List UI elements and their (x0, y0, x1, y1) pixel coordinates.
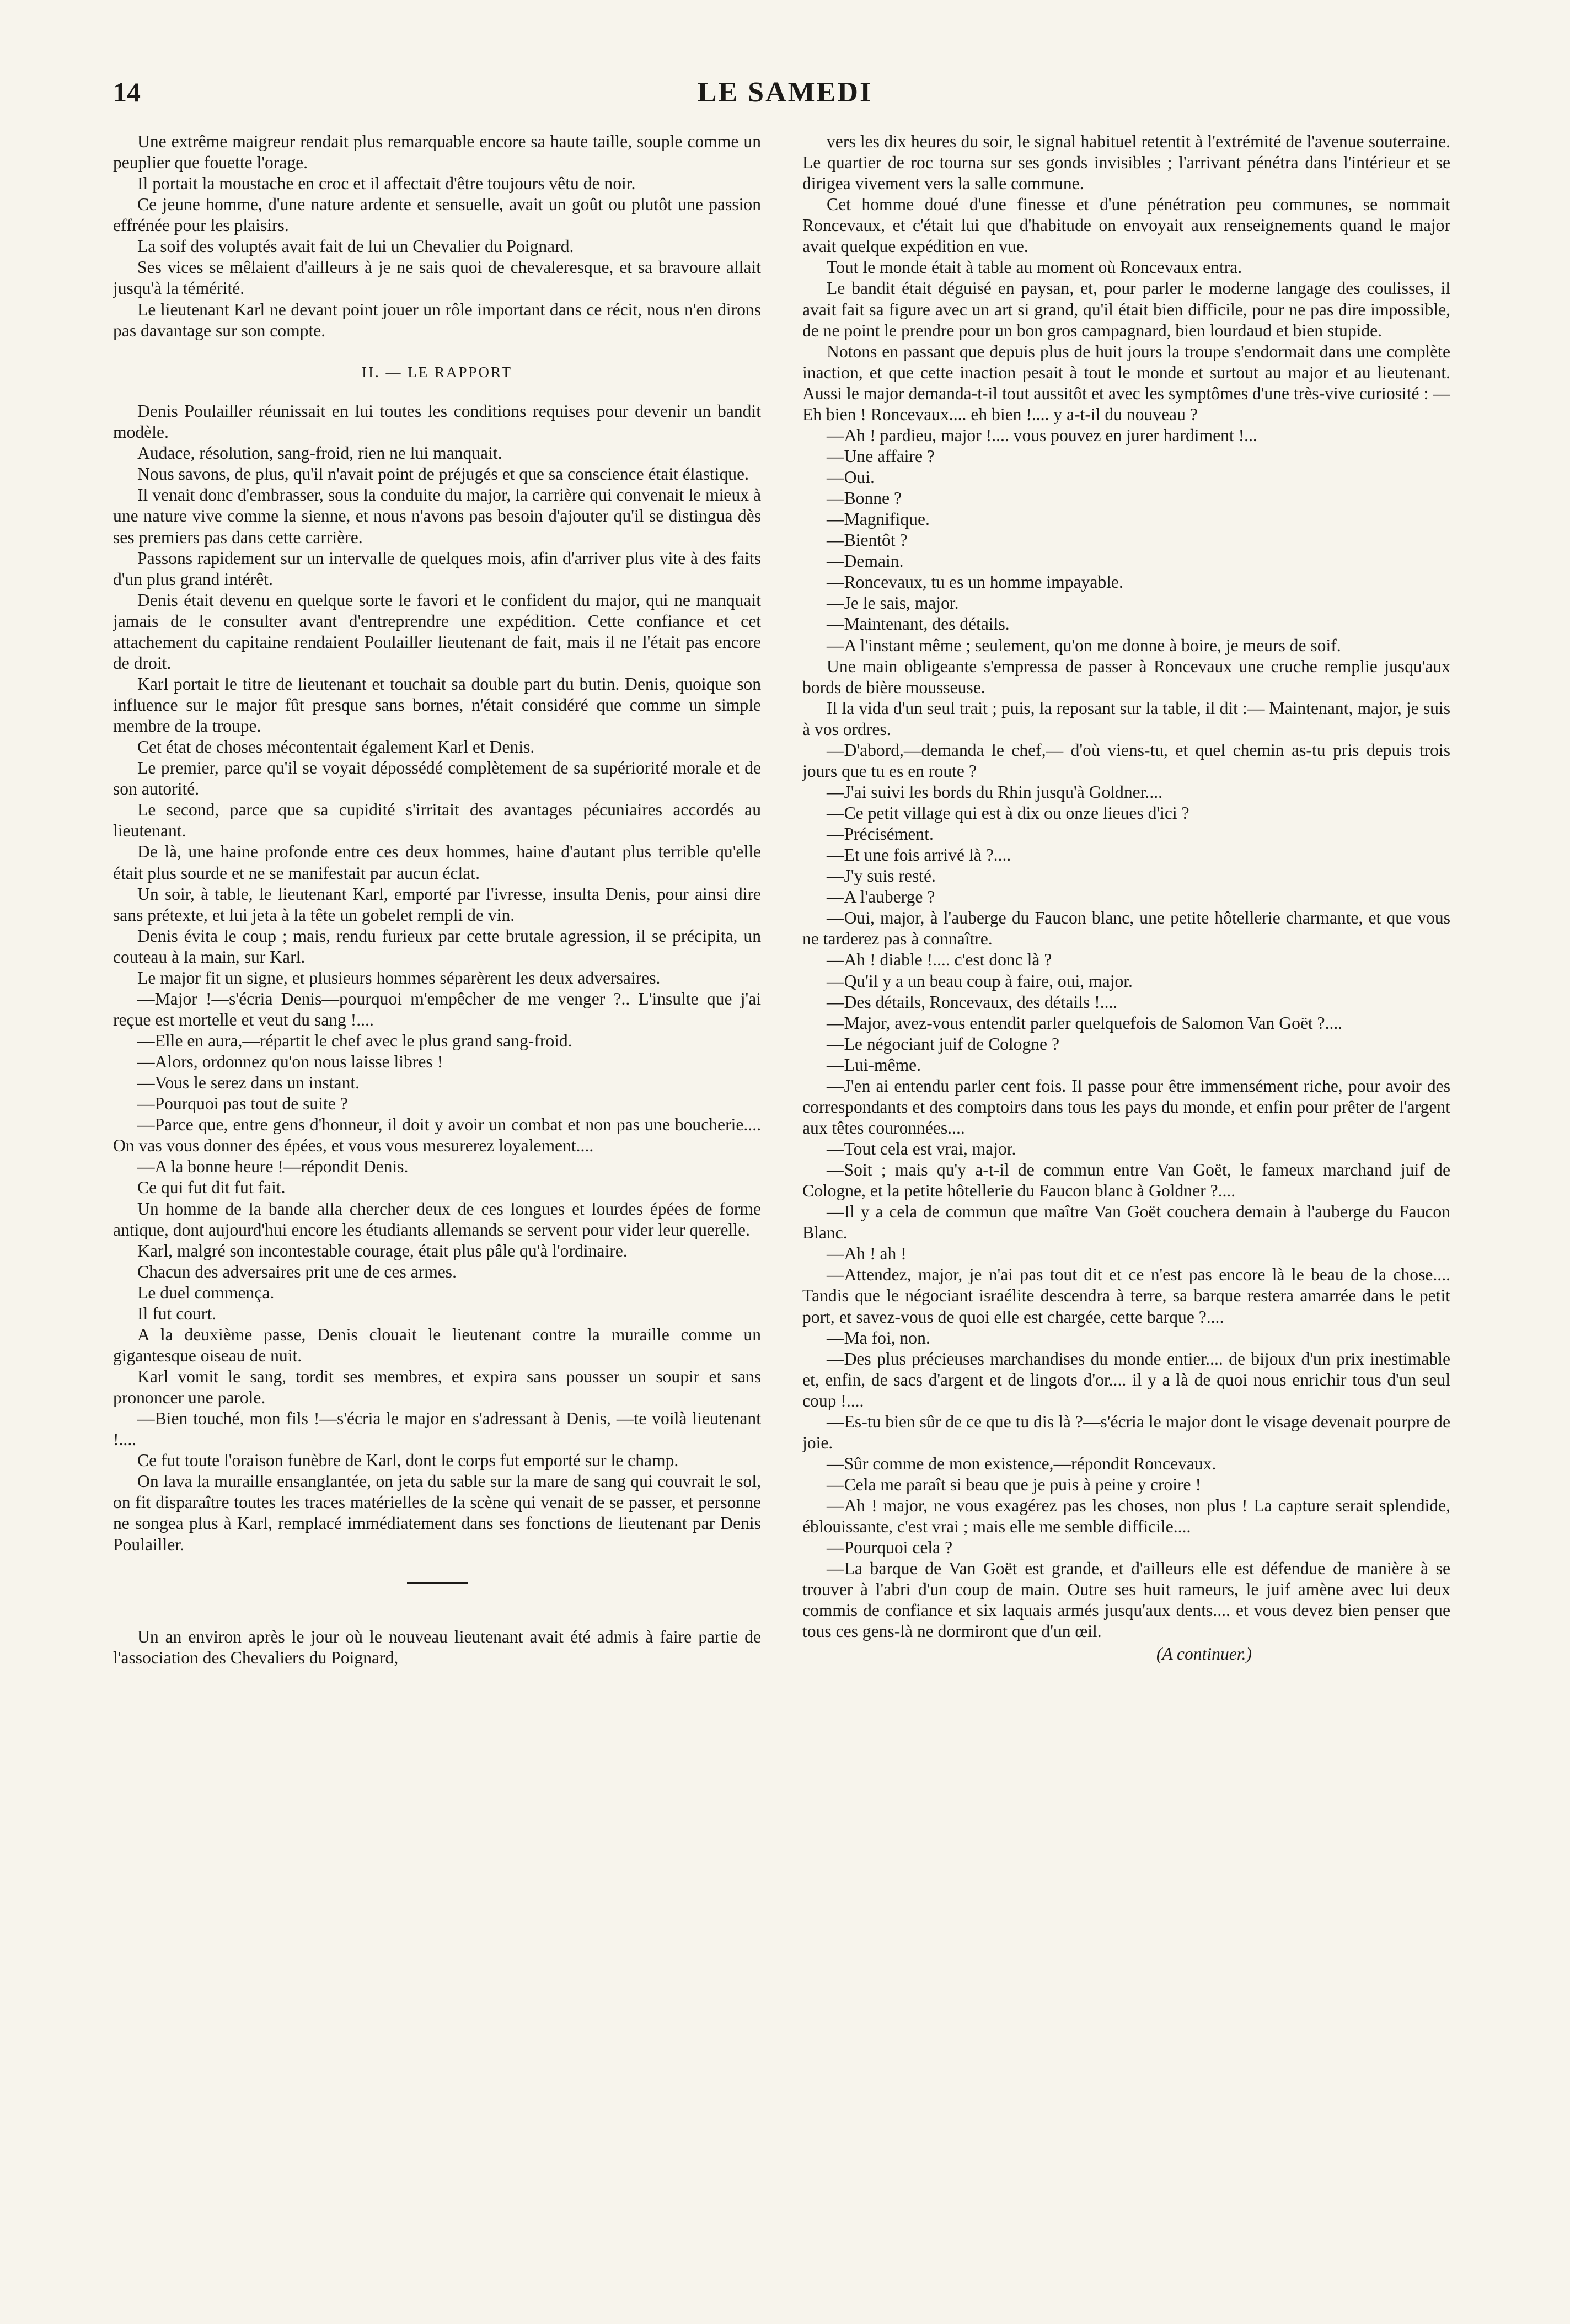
closing-paragraph: Un an environ après le jour où le nouveau lieutenant avait été admis à faire partie de l'association des Chevaliers du Poignard, (113, 1627, 761, 1667)
paragraph: —Et une fois arrivé là ?.... (827, 845, 1011, 865)
paragraph: Une main obligeante s'empressa de passer à Roncevaux une cruche remplie jusqu'aux bords de bière mousseuse. (802, 656, 1450, 697)
paragraph: Le lieutenant Karl ne devant point jouer un rôle important dans ce récit, nous n'en dirons pas davantage sur son compte. (113, 299, 761, 340)
page-header (113, 76, 1457, 128)
paragraph: Ses vices se mêlaient d'ailleurs à je ne sais quoi de chevaleresque, et sa bravoure allait jusqu'à la témérité. (113, 257, 761, 298)
paragraph: La soif des voluptés avait fait de lui un Chevalier du Poignard. (137, 237, 574, 256)
paragraph: —Le négociant juif de Cologne ? (827, 1034, 1059, 1054)
paragraph: —Major, avez-vous entendit parler quelquefois de Salomon Van Goët ?.... (827, 1013, 1343, 1033)
paragraph: —Bien touché, mon fils !—s'écria le major en s'adressant à Denis, —te voilà lieutenant !.... (113, 1409, 761, 1450)
paragraph: —Ce petit village qui est à dix ou onze lieues d'ici ? (827, 803, 1189, 823)
paragraph: —A l'auberge ? (827, 887, 935, 907)
paragraph: —Il y a cela de commun que maître Van Goët couchera demain à l'auberge du Faucon Blanc. (802, 1202, 1450, 1243)
paragraph: —D'abord,—demanda le chef,— d'où viens-tu, et quel chemin as-tu pris depuis trois jours que tu es en route ? (802, 740, 1450, 781)
paragraph: —Oui, major, à l'auberge du Faucon blanc, une petite hôtellerie charmante, et que vous ne tarderez pas à connaître. (802, 908, 1450, 949)
paragraph: —Qu'il y a un beau coup à faire, oui, major. (827, 971, 1133, 991)
paragraph: Il fut court. (137, 1303, 217, 1323)
paragraph: On lava la muraille ensanglantée, on jeta du sable sur la mare de sang qui couvrait le sol, on fit disparaître toutes les traces matérielles de la scène qui venait de se passer, et personne ne songea plus à Karl, remplacé immédiatement dans ses fonctions de lieutenant par Denis Poulailler. (113, 1472, 761, 1554)
dialogue-paragraphs (802, 131, 1450, 1643)
paragraph: Ce fut toute l'oraison funèbre de Karl, dont le corps fut emporté sur le champ. (137, 1451, 679, 1470)
section-title: II. — LE RAPPORT (362, 363, 512, 380)
paragraph: Passons rapidement sur un intervalle de quelques mois, afin d'arriver plus vite à des faits d'un plus grand intérêt. (113, 548, 761, 589)
paragraph: Denis Poulailler réunissait en lui toutes les conditions requises pour devenir un bandit modèle. (113, 401, 761, 442)
paragraph: —Ah ! ah ! (827, 1244, 907, 1264)
paragraph: Chacun des adversaires prit une de ces armes. (137, 1262, 457, 1281)
paragraph: —Précisément. (827, 824, 934, 844)
paragraph: —Vous le serez dans un instant. (137, 1073, 360, 1093)
paragraph: Audace, résolution, sang-froid, rien ne lui manquait. (137, 443, 502, 463)
paragraph: —Major !—s'écria Denis—pourquoi m'empêcher de me venger ?.. L'insulte que j'ai reçue est mortelle et veut du sang !.... (113, 989, 761, 1029)
body-paragraphs (113, 401, 761, 1555)
paragraph: —Elle en aura,—répartit le chef avec le plus grand sang-froid. (137, 1031, 572, 1051)
paragraph: Karl portait le titre de lieutenant et touchait sa double part du butin. Denis, quoique son influence sur le major fût presque sans bornes, n'était considéré que comme un simple membre de la troupe. (113, 674, 761, 736)
paragraph: —Lui-même. (827, 1055, 921, 1075)
paragraph: —Bientôt ? (827, 530, 908, 550)
paragraph: —Demain. (827, 551, 904, 571)
paragraph: —Es-tu bien sûr de ce que tu dis là ?—s'écria le major dont le visage devenait pourpre de joie. (802, 1411, 1450, 1452)
paragraph: Tout le monde était à table au moment où Roncevaux entra. (827, 257, 1242, 277)
paragraph: Karl vomit le sang, tordit ses membres, et expira sans pousser un soupir et sans prononcer une parole. (113, 1367, 761, 1408)
left-column (113, 131, 761, 2271)
paragraph: Ce qui fut dit fut fait. (137, 1178, 286, 1198)
paragraph: —Sûr comme de mon existence,—répondit Roncevaux. (827, 1453, 1217, 1473)
paragraph: Un homme de la bande alla chercher deux de ces longues et lourdes épées de forme antique, dont aujourd'hui encore les étudiants allemands se servent pour vider leur querelle. (113, 1199, 761, 1239)
paragraph: —Une affaire ? (827, 446, 935, 466)
paragraph: —Ah ! pardieu, major !.... vous pouvez en jurer hardiment !... (827, 425, 1257, 445)
paragraph: —Cela me paraît si beau que je puis à peine y croire ! (827, 1475, 1202, 1494)
paragraph: —Ah ! diable !.... c'est donc là ? (827, 950, 1052, 970)
paragraph: —A la bonne heure !—répondit Denis. (137, 1157, 409, 1177)
paragraph: Notons en passant que depuis plus de huit jours la troupe s'endormait dans une complète inaction, et que cette inaction pesait à tout le monde et surtout au major et au lieutenant. Aussi le major demanda-t-il tout aussitôt et avec les symptômes d'une très-vive curiosité : — Eh bien ! Roncevaux.... eh bien !.... y a-t-il du nouveau ? (802, 341, 1450, 424)
paragraph: Nous savons, de plus, qu'il n'avait point de préjugés et que sa conscience était élastique. (137, 464, 749, 484)
paragraph: Denis évita le coup ; mais, rendu furieux par cette brutale agression, il se précipita, un couteau à la main, sur Karl. (113, 926, 761, 967)
paragraph: Cet homme doué d'une finesse et d'une pénétration peu communes, se nommait Roncevaux, et c'était lui que d'habitude on envoyait aux renseignements quand le major avait quelque expédition en vue. (802, 195, 1450, 256)
paragraph: —Je le sais, major. (827, 593, 959, 613)
paragraph: Ce jeune homme, d'une nature ardente et sensuelle, avait un goût ou plutôt une passion effrénée pour les plaisirs. (113, 195, 761, 235)
paragraph: —A l'instant même ; seulement, qu'on me donne à boire, je meurs de soif. (827, 635, 1341, 655)
section-separator (407, 1582, 468, 1584)
article-body (113, 131, 1453, 2271)
paragraph: Une extrême maigreur rendait plus remarquable encore sa haute taille, souple comme un peuplier que fouette l'orage. (113, 132, 761, 173)
paragraph: Denis était devenu en quelque sorte le favori et le confident du major, qui ne manquait jamais de le consulter avant d'entreprendre une expédition. Cette confiance et cet attachement du capitaine rendaient Poulailler lieutenant de fait, mais il ne l'était pas encore de droit. (113, 590, 761, 673)
paragraph: Le duel commença. (137, 1282, 275, 1302)
paragraph: Cet état de choses mécontentait également Karl et Denis. (137, 737, 535, 757)
paragraph: Karl, malgré son incontestable courage, était plus pâle qu'à l'ordinaire. (137, 1241, 628, 1260)
paragraph: —Ah ! major, ne vous exagérez pas les choses, non plus ! La capture serait splendide, éblouissante, c'est vrai ; mais elle me semble difficile.... (802, 1496, 1450, 1537)
paragraph: Il venait donc d'embrasser, sous la conduite du major, la carrière qui convenait le mieux à une nature vive comme la sienne, et nous n'avons pas besoin d'ajouter qu'il se distingua dès ses premiers pas dans cette carrière. (113, 485, 761, 547)
paragraph: —Bonne ? (827, 489, 902, 508)
paragraph: Le major fit un signe, et plusieurs hommes séparèrent les deux adversaires. (137, 968, 661, 987)
paragraph: Il portait la moustache en croc et il affectait d'être toujours vêtu de noir. (137, 174, 636, 194)
paragraph: Le premier, parce qu'il se voyait dépossédé complètement de sa supériorité morale et de son autorité. (113, 758, 761, 799)
paragraph: —J'ai suivi les bords du Rhin jusqu'à Goldner.... (827, 782, 1163, 802)
paragraph: Le bandit était déguisé en paysan, et, pour parler le moderne langage des coulisses, il avait fait sa figure avec un art si grand, qu'il était bien difficile, pour ne pas dire impossible, de ne point le prendre pour un bon gros campagnard, bien lourdaud et bien stupide. (802, 278, 1450, 340)
continuation-note: (A continuer.) (1156, 1644, 1252, 1663)
paragraph: —J'en ai entendu parler cent fois. Il passe pour être immensément riche, pour avoir des correspondants et des comptoirs dans tous les pays du monde, et enfin pour prêter de l'argent aux têtes couronnées.... (802, 1076, 1450, 1137)
paragraph: —Ma foi, non. (827, 1328, 930, 1348)
paragraph: Il la vida d'un seul trait ; puis, la reposant sur la table, il dit :— Maintenant, major, je suis à vos ordres. (802, 698, 1450, 739)
page-number: 14 (113, 77, 141, 108)
paragraph: —Soit ; mais qu'y a-t-il de commun entre Van Goët, le fameux marchand juif de Cologne, et la petite hôtellerie du Faucon blanc à Goldner ?.... (802, 1160, 1450, 1201)
paragraph: —Tout cela est vrai, major. (827, 1139, 1016, 1158)
paragraph: —Oui. (827, 468, 875, 487)
paragraph: —Roncevaux, tu es un homme impayable. (827, 572, 1123, 592)
paragraph: —Magnifique. (827, 509, 930, 529)
paragraph: —Pourquoi cela ? (827, 1538, 953, 1558)
running-title: LE SAMEDI (697, 77, 873, 108)
paragraph: —Des détails, Roncevaux, des détails !.... (827, 992, 1118, 1012)
paragraph: —J'y suis resté. (827, 866, 936, 886)
right-column (802, 131, 1450, 2271)
paragraph: —Alors, ordonnez qu'on nous laisse libres ! (137, 1052, 443, 1072)
paragraph: De là, une haine profonde entre ces deux hommes, haine d'autant plus terrible qu'elle était plus sourde et ne se manifestait par aucun éclat. (113, 842, 761, 883)
paragraph: —Maintenant, des détails. (827, 614, 1010, 634)
paragraph: Un soir, à table, le lieutenant Karl, emporté par l'ivresse, insulta Denis, pour ainsi dire sans prétexte, et lui jeta à la tête un gobelet rempli de vin. (113, 884, 761, 925)
paragraph: —Pourquoi pas tout de suite ? (137, 1094, 348, 1114)
paragraph: vers les dix heures du soir, le signal habituel retentit à l'extrémité de l'avenue souterraine. Le quartier de roc tourna sur ses gonds invisibles ; l'arrivant pénétra dans l'intérieur et se dirigea vivement vers la salle commune. (802, 132, 1450, 194)
paragraph: Le second, parce que sa cupidité s'irritait des avantages pécuniaires accordés au lieutenant. (113, 800, 761, 841)
paragraph: —La barque de Van Goët est grande, et d'ailleurs elle est défendue de manière à se trouver à l'abri d'un coup de main. Outre ses huit rameurs, le juif amène avec lui deux commis de confiance et six laquais armés jusqu'aux dents.... et vous devez bien penser que tous ces gens-là ne dormiront que d'un œil. (802, 1559, 1450, 1641)
paragraph: —Des plus précieuses marchandises du monde entier.... de bijoux d'un prix inestimable et, enfin, de sacs d'argent et de lingots d'or.... il y a là de quoi nous enrichir tous d'un seul coup !.... (802, 1349, 1450, 1410)
intro-paragraphs (113, 131, 761, 341)
paragraph: —Parce que, entre gens d'honneur, il doit y avoir un combat et non pas une boucherie.... On vas vous donner des épées, et vous vous mesurerez loyalement.... (113, 1115, 761, 1156)
paragraph: A la deuxième passe, Denis clouait le lieutenant contre la muraille comme un gigantesque oiseau de nuit. (113, 1324, 761, 1365)
paragraph: —Attendez, major, je n'ai pas tout dit et ce n'est pas encore là le beau de la chose.... Tandis que le négociant israélite descendra à terre, sa barque restera amarrée dans le petit port, et savez-vous de quoi elle est chargée, cette barque ?.... (802, 1265, 1450, 1327)
